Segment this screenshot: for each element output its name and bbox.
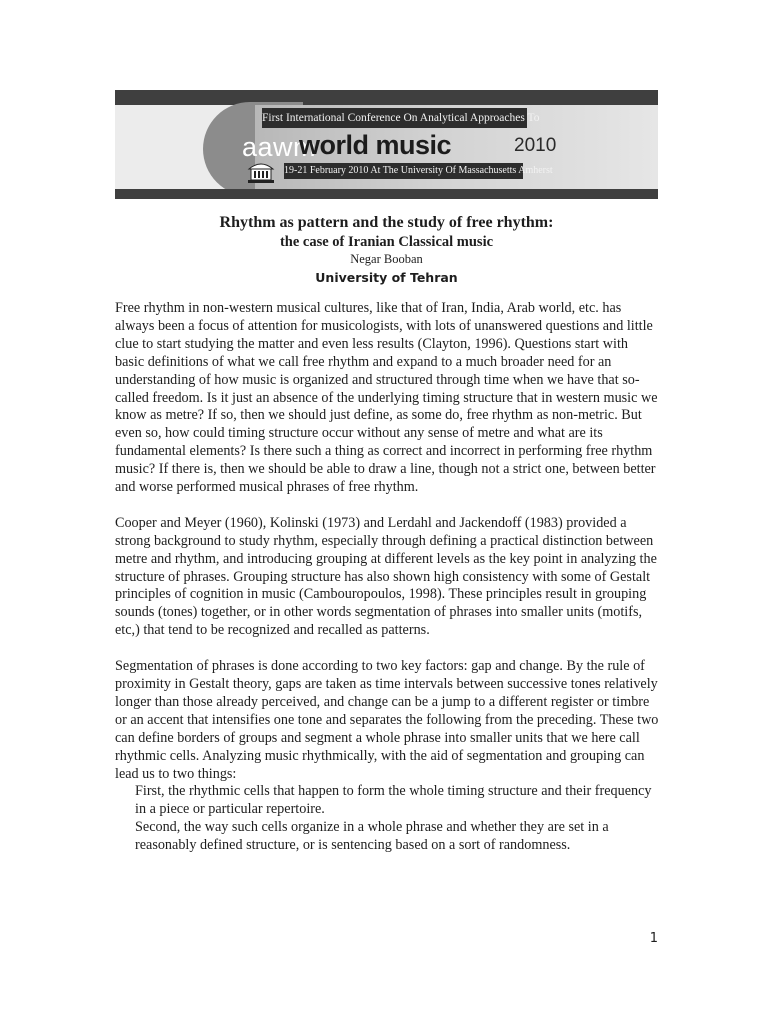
banner-date-venue: 19-21 February 2010 At The University Of Massachusetts Amherst xyxy=(284,163,523,179)
conference-banner xyxy=(115,90,658,199)
paper-body xyxy=(115,300,660,855)
banner-event-title: world music xyxy=(299,130,452,160)
building-emblem-icon xyxy=(246,159,276,185)
page-number: 1 xyxy=(649,931,658,946)
body-paragraph: Cooper and Meyer (1960), Kolinski (1973) and Lerdahl and Jackendoff (1983) provided a strong background to study rhythm, especially through defining a practical distinction between metre and rhythm, and introducing grouping at different levels as the key point in analyzing the structure of phrases. Grouping structure has also shown high consistency with some of Gestalt principles of cognition in music (Cambouropoulos, 1998). These principles result in grouping sounds (tones) together, or in other words segmentation of phrases into smaller units (motifs, etc,) that tend to be recognized and recalled as patterns. xyxy=(115,514,657,639)
banner-logo-text: aawm xyxy=(242,132,317,162)
banner-conference-line: First International Conference On Analytical Approaches To xyxy=(262,108,527,128)
indented-list-item: First, the rhythmic cells that happen to form the whole timing structure and their frequency in a piece or particular repertoire. xyxy=(135,783,652,818)
paper-author: Negar Booban xyxy=(350,252,423,266)
body-paragraph: Free rhythm in non-western musical cultures, like that of Iran, India, Arab world, etc. has always been a focus of attention for musicologists, with lots of unanswered questions and little clue to start studying the matter and even less results (Clayton, 1996). Questions start with basic definitions of what we call free rhythm and expand to a much broader need for an understanding of how music is organized and structured through time when we have that so-called freedom. Is it just an absence of the underlying timing structure that in western music we know as metre? If so, then we should just define, as some do, free rhythm as non-metric. But even so, how could timing structure occur without any sense of metre and what are its fundamental elements? Is there such a thing as correct and incorrect in performing free rhythm music? If there is, then we should be able to draw a line, though not a strict one, between better and worse performed musical phrases of free rhythm. xyxy=(115,300,658,496)
paper-header xyxy=(115,213,658,286)
indented-list-item: Second, the way such cells organize in a whole phrase and whether they are set in a reasonably defined structure, or is sentencing based on a sort of randomness. xyxy=(135,819,609,854)
paper-subtitle: the case of Iranian Classical music xyxy=(279,234,494,250)
banner-bottom-band xyxy=(115,189,658,199)
body-paragraph: Segmentation of phrases is done according to two key factors: gap and change. By the rule of proximity in Gestalt theory, gaps are taken as time intervals between successive tones relatively longer than those already perceived, and change can be a jump to a different register or timbre or an accent that intensifies one tone and separates the following from the preceding. These two can define borders of groups and segment a whole phrase into smaller units that we here call rhythmic cells. Analyzing music rhythmically, with the aid of segmentation and grouping can lead us to two things: xyxy=(115,658,659,782)
paper-affiliation: University of Tehran xyxy=(315,270,458,285)
banner-top-band xyxy=(115,90,658,105)
banner-year: 2010 xyxy=(514,135,557,156)
paper-title: Rhythm as pattern and the study of free rhythm: xyxy=(219,214,554,231)
